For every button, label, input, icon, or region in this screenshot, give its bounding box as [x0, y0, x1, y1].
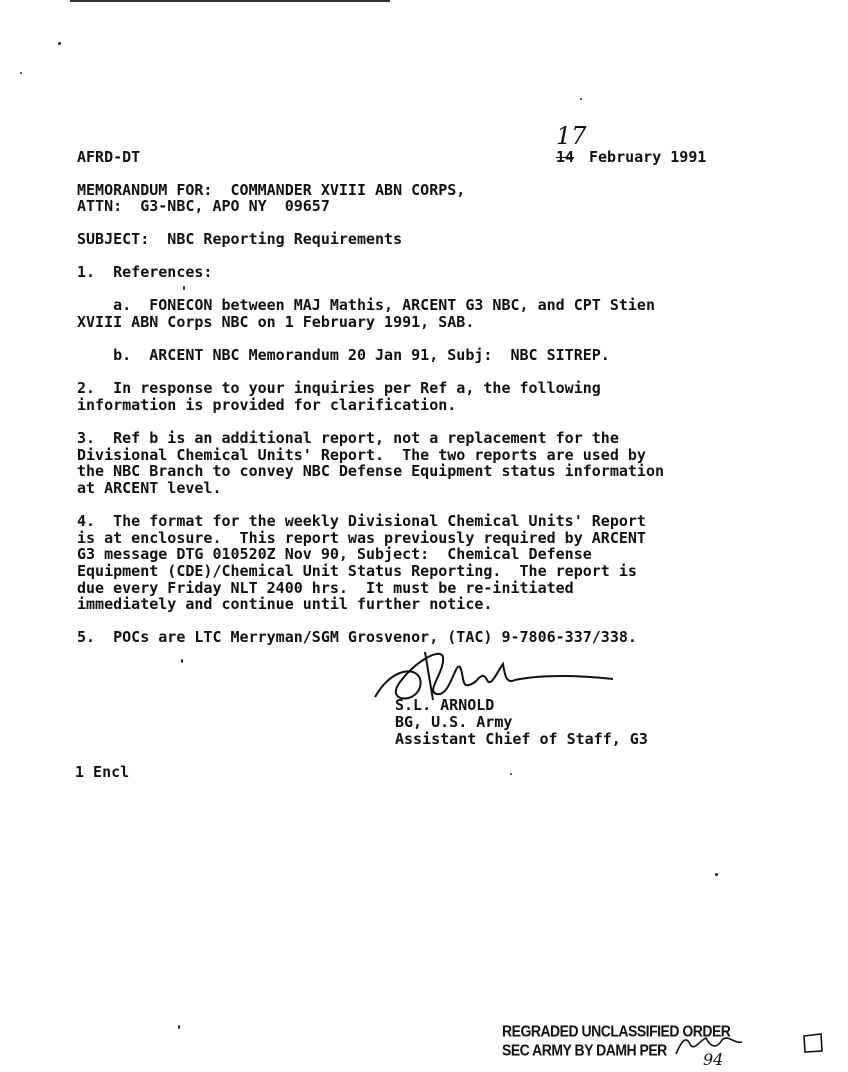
scan-speck [181, 659, 183, 663]
subject-line: SUBJECT: NBC Reporting Requirements [77, 230, 403, 248]
enclosure-note: 1 Encl [75, 763, 130, 781]
para-3-line1: 3. Ref b is an additional report, not a replacement for the [77, 429, 619, 447]
signer-title: Assistant Chief of Staff, G3 [395, 730, 648, 748]
memo-date: February 1991 [589, 148, 707, 166]
para-1-heading: 1. References: [77, 263, 213, 281]
para-4-line2: is at enclosure. This report was previously required by ARCENT [77, 529, 646, 547]
scan-speck [20, 72, 22, 74]
stamp-handwritten-number: 94 [703, 1050, 724, 1069]
scan-edge-line [70, 0, 390, 2]
para-2-line2: information is provided for clarification. [77, 396, 457, 414]
scan-speck [510, 773, 512, 775]
regrade-stamp-line2: SEC ARMY BY DAMH PER [502, 1041, 667, 1059]
para-1a-line1: a. FONECON between MAJ Mathis, ARCENT G3 NBC, and CPT Stien [77, 296, 655, 314]
memo-for-line1: MEMORANDUM FOR: COMMANDER XVIII ABN CORPS, [77, 181, 466, 199]
struck-day: 14 [556, 148, 575, 166]
para-4-line4: Equipment (CDE)/Chemical Unit Status Reporting. The report is [77, 562, 637, 580]
scan-speck [715, 873, 718, 876]
corner-box-mark [800, 1030, 826, 1056]
para-1b: b. ARCENT NBC Memorandum 20 Jan 91, Subj: NBC SITREP. [77, 346, 610, 364]
stamp-initials-scribble [672, 1030, 752, 1058]
signer-name: S.L. ARNOLD [395, 696, 495, 714]
para-3-line3: the NBC Branch to convey NBC Defense Equipment status information [77, 462, 664, 480]
scan-speck [183, 286, 185, 290]
regrade-stamp-line1: REGRADED UNCLASSIFIED ORDER [502, 1022, 731, 1040]
scan-speck [58, 42, 61, 45]
para-4-line5: due every Friday NLT 2400 hrs. It must be re-initiated [77, 579, 574, 597]
para-5: 5. POCs are LTC Merryman/SGM Grosvenor, (TAC) 9-7806-337/338. [77, 628, 637, 646]
scan-speck [178, 1025, 180, 1029]
signer-rank: BG, U.S. Army [395, 713, 513, 731]
scan-speck [580, 98, 582, 100]
memo-for-line2: ATTN: G3-NBC, APO NY 09657 [77, 197, 330, 215]
office-symbol: AFRD-DT [77, 148, 141, 166]
para-4-line1: 4. The format for the weekly Divisional Chemical Units' Report [77, 512, 646, 530]
handwritten-day: 17 [556, 122, 587, 150]
para-3-line2: Divisional Chemical Units' Report. The two reports are used by [77, 446, 646, 464]
para-3-line4: at ARCENT level. [77, 479, 222, 497]
para-4-line6: immediately and continue until further notice. [77, 595, 493, 613]
para-4-line3: G3 message DTG 010520Z Nov 90, Subject: Chemical Defense [77, 545, 592, 563]
para-2-line1: 2. In response to your inquiries per Ref a, the following [77, 379, 601, 397]
para-1a-line2: XVIII ABN Corps NBC on 1 February 1991, SAB. [77, 313, 475, 331]
